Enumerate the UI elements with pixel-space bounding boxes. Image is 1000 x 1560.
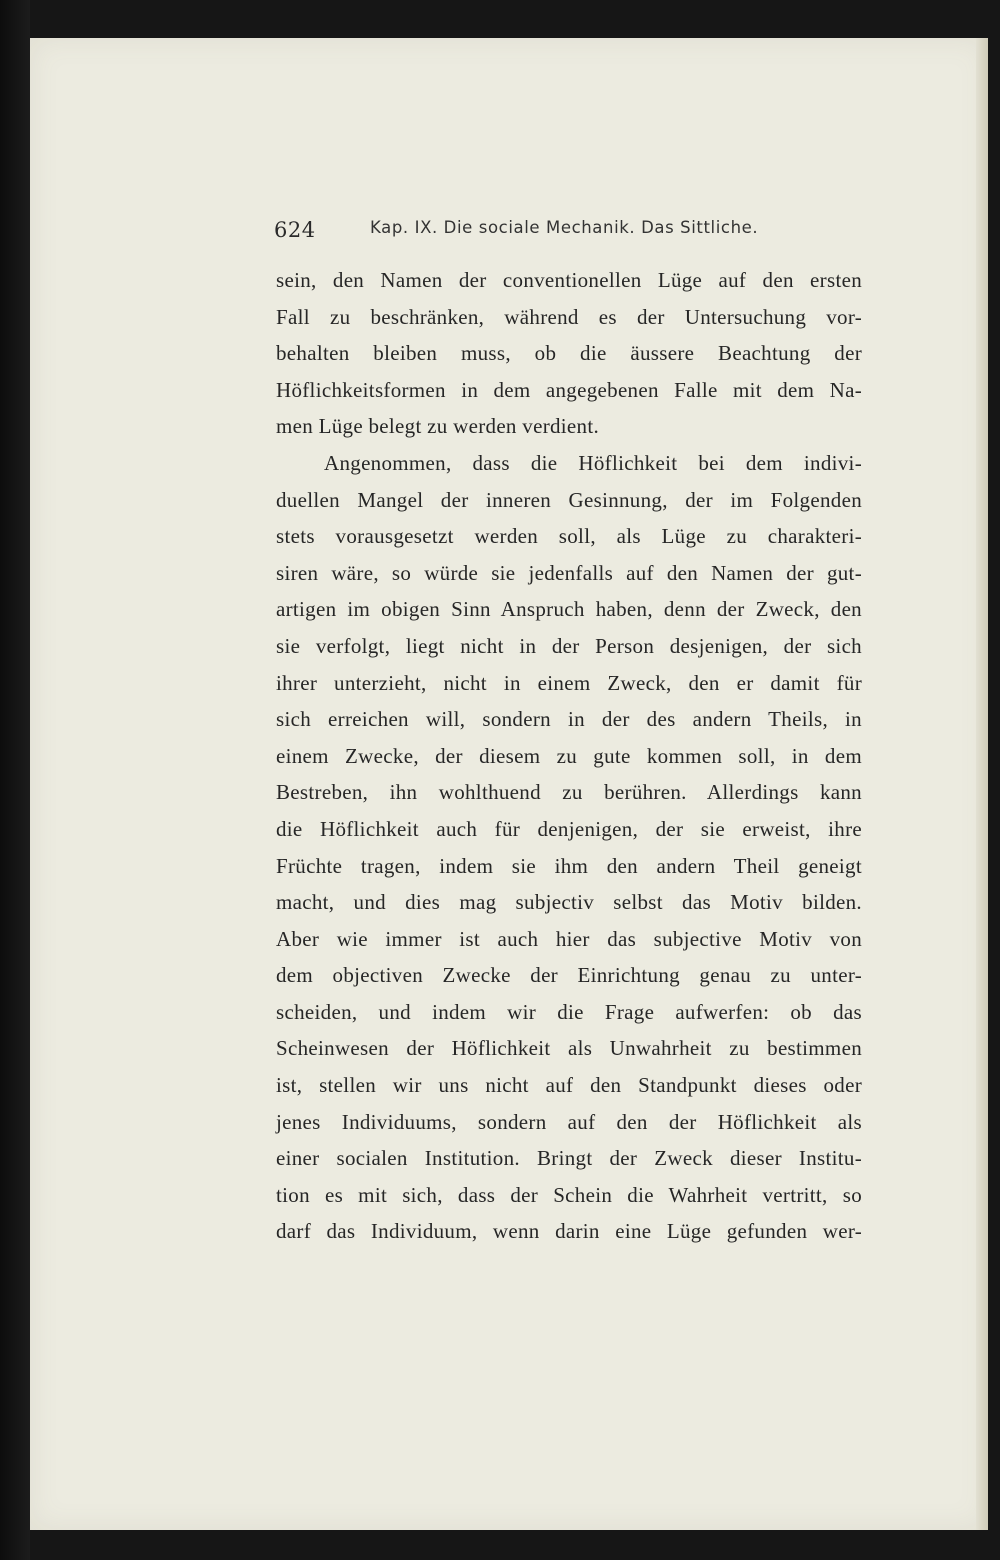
text-line: einer socialen Institution. Bringt der Zweck dieser Institu- — [276, 1146, 862, 1171]
text-line: duellen Mangel der inneren Gesinnung, der im Folgenden — [276, 487, 862, 512]
page-header — [274, 214, 874, 248]
text-line: stets vorausgesetzt werden soll, als Lüge zu charakteri- — [276, 524, 862, 549]
running-head: Kap. IX. Die sociale Mechanik. Das Sittliche. — [370, 218, 759, 237]
text-line: ihrer unterzieht, nicht in einem Zweck, den er damit für — [276, 670, 862, 695]
text-line: tion es mit sich, dass der Schein die Wahrheit vertritt, so — [276, 1182, 862, 1207]
text-line: darf das Individuum, wenn darin eine Lüge gefunden wer- — [276, 1219, 862, 1244]
text-line: men Lüge belegt zu werden verdient. — [276, 414, 600, 439]
page-edge — [976, 38, 988, 1530]
text-line: Aber wie immer ist auch hier das subjective Motiv von — [276, 926, 862, 951]
text-line: jenes Individuums, sondern auf den der Höflichkeit als — [276, 1109, 862, 1134]
text-line: sie verfolgt, liegt nicht in der Person desjenigen, der sich — [276, 633, 862, 658]
page-number: 624 — [274, 218, 316, 242]
text-line: scheiden, und indem wir die Frage aufwerfen: ob das — [276, 999, 862, 1024]
text-line: einem Zwecke, der diesem zu gute kommen soll, in dem — [276, 743, 862, 768]
text-line: ist, stellen wir uns nicht auf den Standpunkt dieses oder — [276, 1073, 862, 1098]
text-line: behalten bleiben muss, ob die äussere Beachtung der — [276, 341, 862, 366]
text-line: siren wäre, so würde sie jedenfalls auf den Namen der gut- — [276, 560, 862, 585]
body-text — [276, 262, 862, 1250]
paragraph-2 — [276, 445, 862, 1250]
text-line: artigen im obigen Sinn Anspruch haben, denn der Zweck, den — [276, 597, 862, 622]
text-line: Früchte tragen, indem sie ihm den andern Theil geneigt — [276, 853, 862, 878]
text-line: sich erreichen will, sondern in der des andern Theils, in — [276, 707, 862, 732]
paragraph-1 — [276, 262, 862, 445]
book-gutter — [0, 0, 30, 1560]
text-line: Angenommen, dass die Höflichkeit bei dem indivi- — [324, 450, 862, 475]
text-line: Bestreben, ihn wohlthuend zu berühren. Allerdings kann — [276, 780, 862, 805]
text-line: Scheinwesen der Höflichkeit als Unwahrheit zu bestimmen — [276, 1036, 862, 1061]
text-line: Höflichkeitsformen in dem angegebenen Falle mit dem Na- — [276, 377, 862, 402]
text-line: dem objectiven Zwecke der Einrichtung genau zu unter- — [276, 963, 862, 988]
text-line: die Höflichkeit auch für denjenigen, der sie erweist, ihre — [276, 816, 862, 841]
text-line: Fall zu beschränken, während es der Untersuchung vor- — [276, 304, 862, 329]
text-line: macht, und dies mag subjectiv selbst das Motiv bilden. — [276, 890, 862, 915]
text-line: sein, den Namen der conventionellen Lüge auf den ersten — [276, 268, 862, 292]
